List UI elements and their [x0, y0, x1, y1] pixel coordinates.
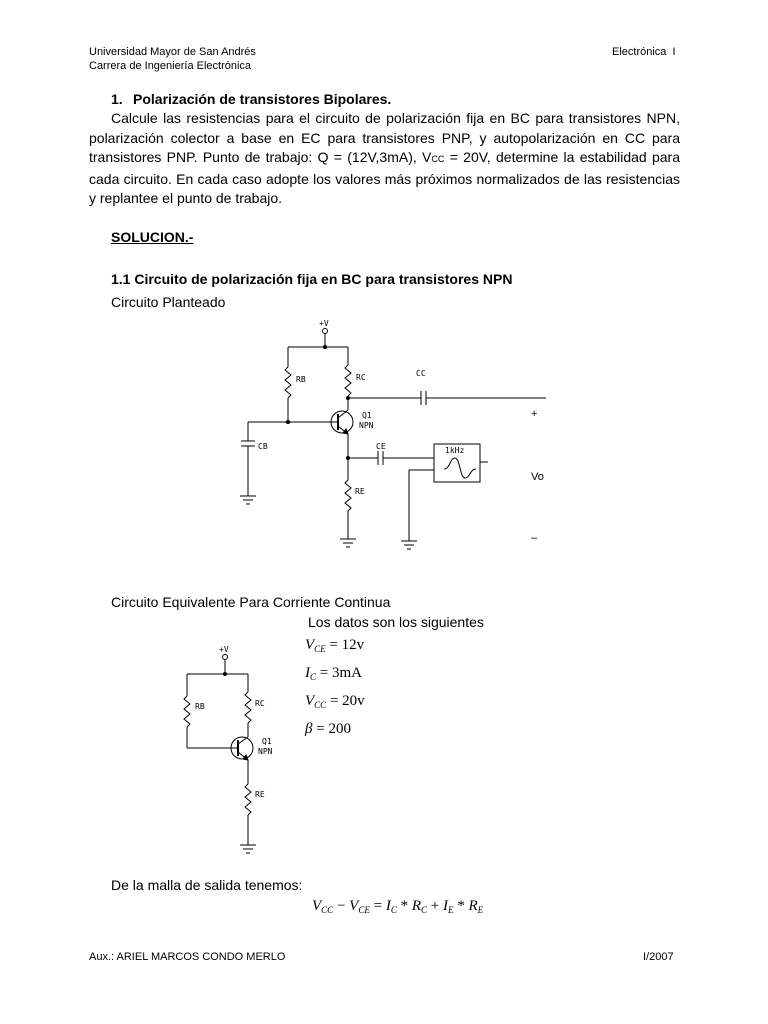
rb-resistor — [285, 367, 291, 398]
c1-source-label: 1kHz — [445, 446, 465, 455]
eq-ic: $I_C = 3mA$ — [305, 665, 362, 682]
circuit-diagram-2 — [180, 640, 290, 860]
dc-circuit-label: Circuito Equivalente Para Corriente Continua — [111, 594, 391, 610]
solution-heading: SOLUCION.- — [111, 229, 194, 245]
c1-q1-label: Q1 — [362, 411, 372, 420]
eq-beta: β = 200 — [305, 721, 351, 737]
footer-author: Aux.: ARIEL MARCOS CONDO MERLO — [89, 951, 286, 963]
c2-q1-label: Q1 — [262, 737, 272, 746]
rc-resistor — [345, 365, 351, 396]
c2-npn-label: NPN — [258, 747, 273, 756]
vplus-terminal — [323, 329, 328, 334]
circuit-label: Circuito Planteado — [111, 294, 226, 310]
header-university: Universidad Mayor de San Andrés — [89, 46, 256, 58]
mesh-equation: $V_{CC} - V_{CE} = I_C * R_C + I_E * R_E$ — [312, 898, 484, 915]
eq-vce: $V_{CE} = 12v$ — [305, 637, 365, 654]
rc2-resistor — [245, 692, 251, 723]
re-resistor — [345, 480, 351, 511]
c1-plus-label: + — [531, 408, 538, 420]
c1-cc-label: CC — [416, 369, 426, 378]
c2-vplus-label: +V — [219, 645, 229, 654]
problem-title: Polarización de transistores Bipolares. — [133, 91, 392, 107]
header-career: Carrera de Ingeniería Electrónica — [89, 60, 252, 72]
c2-re-label: RE — [255, 790, 265, 799]
vplus-terminal-2 — [223, 655, 228, 660]
c2-rc-label: RC — [255, 699, 265, 708]
c1-ce-label: CE — [376, 442, 386, 451]
c1-vo-label: Vo — [531, 471, 544, 483]
c1-re-label: RE — [355, 487, 365, 496]
data-equations — [305, 633, 365, 745]
c1-rc-label: RC — [356, 373, 366, 382]
data-intro: Los datos son los siguientes — [308, 614, 484, 630]
c1-minus-label: – — [531, 532, 538, 544]
c2-rb-label: RB — [195, 702, 205, 711]
mesh-text: De la malla de salida tenemos: — [111, 877, 303, 893]
section-title: 1.1 Circuito de polarización fija en BC para transistores NPN — [111, 271, 513, 287]
c1-vplus-label: +V — [319, 319, 329, 328]
header-course: Electrónica I — [612, 46, 676, 58]
re2-resistor — [245, 784, 251, 815]
c1-npn-label: NPN — [359, 421, 374, 430]
problem-text: Calcule las resistencias para el circuito de polarización fija en BC para transistores NPN, polarización colector a base en EC para transistores PNP, y autopolarización en CC para transistores PNP. Punto de trabajo: Q = (12V,3mA), VCC = 20V, determine la estabilidad para cada circuito. En cada caso adopte los valores más próximos normalizados de las resistencias y replantee el punto de trabajo. — [89, 110, 681, 206]
footer-term: I/2007 — [643, 951, 674, 963]
c1-cb-label: CB — [258, 442, 268, 451]
problem-number: 1. — [111, 91, 123, 107]
rb2-resistor — [184, 696, 190, 727]
eq-vcc: $V_{CC} = 20v$ — [305, 693, 365, 710]
c1-rb-label: RB — [296, 375, 306, 384]
circuit-diagram-1 — [230, 316, 570, 556]
